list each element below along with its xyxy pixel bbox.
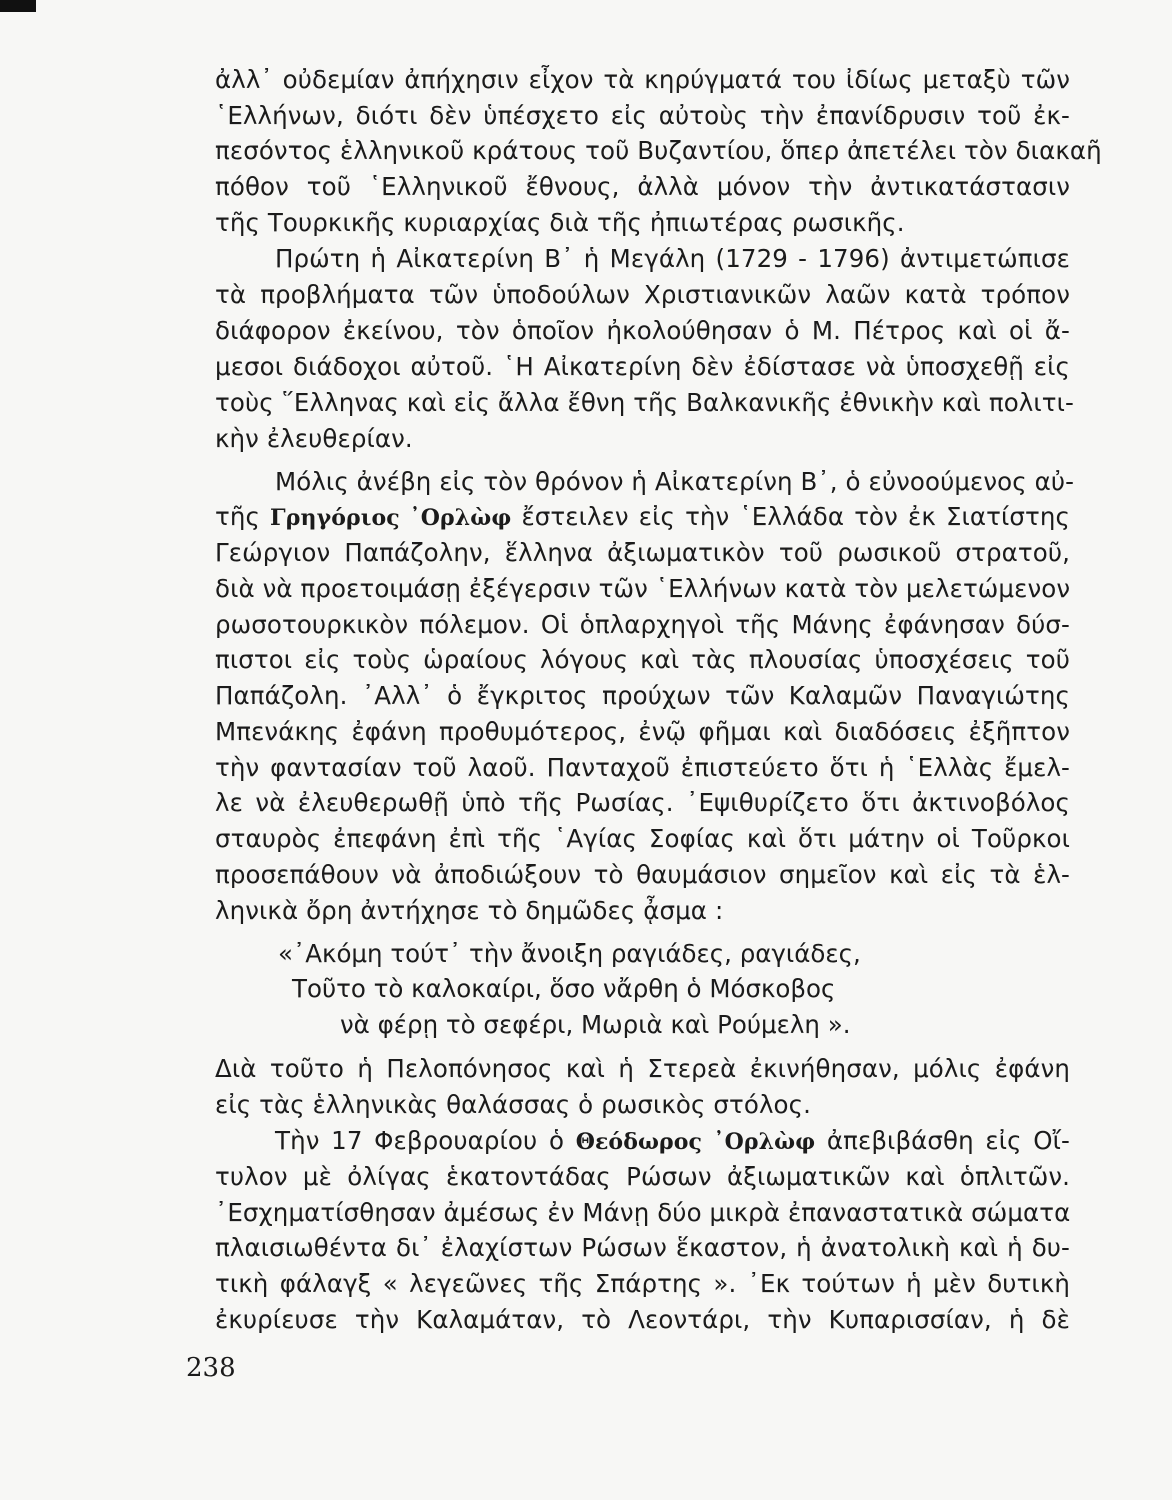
paragraph1-line-3: πεσόντος ἑλληνικοῦ κράτους τοῦ Βυζαντίου, ὅπερ ἀπετέλει τὸν διακαῆ: [215, 136, 1102, 165]
paragraph3-line2-start: τῆς: [215, 502, 260, 531]
paragraph3-line-9: τὴν φαντασίαν τοῦ λαοῦ. Πανταχοῦ ἐπιστεύετο ὅτι ἡ ῾Ελλὰς ἔμελ-: [215, 753, 1070, 782]
paragraph3-line2-end: ἔστειλεν εἰς τὴν ῾Ελλάδα τὸν ἐκ Σιατίστης: [521, 502, 1070, 531]
verse-line-3: νὰ φέρῃ τὸ σεφέρι, Μωριὰ καὶ Ρούμελη ».: [340, 1010, 851, 1039]
verse-line-1: «᾽Ακόμη τούτ᾽ τὴν ἄνοιξη ραγιάδες, ραγιάδες,: [278, 939, 861, 968]
paragraph3-line-2: [215, 500, 1070, 535]
paragraph1-line-2: ῾Ελλήνων, διότι δὲν ὑπέσχετο εἰς αὐτοὺς τὴν ἐπανίδρυσιν τοῦ ἐκ-: [215, 101, 1070, 130]
paragraph1-line-5: τῆς Τουρκικῆς κυριαρχίας διὰ τῆς ἠπιωτέρας ρωσικῆς.: [215, 208, 905, 237]
paragraph3-line-12: προσεπάθουν νὰ ἀποδιώξουν τὸ θαυμάσιον σημεῖον καὶ εἰς τὰ ἑλ-: [215, 860, 1070, 889]
paragraph3-line-8: Μπενάκης ἐφάνη προθυμότερος, ἐνῷ φῆμαι καὶ διαδόσεις ἐξῆπτον: [215, 717, 1070, 746]
paragraph3-line-13: ληνικὰ ὄρη ἀντήχησε τὸ δημῶδες ᾆσμα :: [215, 896, 724, 925]
paragraph3-line-7: Παπάζολη. ᾽Αλλ᾽ ὁ ἔγκριτος προύχων τῶν Καλαμῶν Παναγιώτης: [215, 681, 1070, 710]
paragraph3-line-1: Μόλις ἀνέβη εἰς τὸν θρόνον ἡ Αἰκατερίνη Β᾽, ὁ εὐνοούμενος αὐ-: [275, 467, 1075, 496]
paragraph2-line-3: διάφορον ἐκείνου, τὸν ὁποῖον ἠκολούθησαν ὁ Μ. Πέτρος καὶ οἱ ἄ-: [215, 316, 1070, 345]
paragraph1-line-4: πόθον τοῦ ῾Ελληνικοῦ ἔθνους, ἀλλὰ μόνον τὴν ἀντικατάστασιν: [215, 172, 1070, 201]
paragraph4-line-2: εἰς τὰς ἑλληνικὰς θαλάσσας ὁ ρωσικὸς στόλος.: [215, 1090, 812, 1119]
paragraph5-line-2: τυλον μὲ ὀλίγας ἑκατοντάδας Ρώσων ἀξιωματικῶν καὶ ὁπλιτῶν.: [215, 1162, 1070, 1191]
paragraph5-line-5: τικὴ φάλαγξ « λεγεῶνες τῆς Σπάρτης ». ᾽Εκ τούτων ἡ μὲν δυτικὴ: [215, 1269, 1070, 1298]
verse-line-2: Τοῦτο τὸ καλοκαίρι, ὅσο νἄρθη ὁ Μόσκοβος: [292, 974, 836, 1003]
paragraph3-line-4: διὰ νὰ προετοιμάσῃ ἐξέγερσιν τῶν ῾Ελλήνων κατὰ τὸν μελετώμενον: [215, 574, 1071, 603]
paragraph5-line-3: ᾽Εσχηματίσθησαν ἀμέσως ἐν Μάνῃ δύο μικρὰ ἐπαναστατικὰ σώματα: [215, 1198, 1071, 1227]
paragraph5-line-4: πλαισιωθέντα δι᾽ ἐλαχίστων Ρώσων ἕκαστον, ἡ ἀνατολικὴ καὶ ἡ δυ-: [215, 1233, 1070, 1262]
theodoros-orlov-name: Θεόδωρος ᾽Ορλὼφ: [575, 1129, 816, 1155]
paragraph3-line-11: σταυρὸς ἐπεφάνη ἐπὶ τῆς ῾Αγίας Σοφίας καὶ ὅτι μάτην οἱ Τοῦρκοι: [215, 824, 1070, 853]
paragraph2-line-1: Πρώτη ἡ Αἰκατερίνη Β᾽ ἡ Μεγάλη (1729 - 1796) ἀντιμετώπισε: [275, 244, 1070, 273]
paragraph5-line-1: [275, 1124, 1070, 1159]
page-number: 238: [186, 1353, 236, 1383]
paragraph3-line-5: ρωσοτουρκικὸν πόλεμον. Οἱ ὁπλαρχηγοὶ τῆς Μάνης ἐφάνησαν δύσ-: [215, 610, 1070, 639]
paragraph3-line-3: Γεώργιον Παπάζολην, ἕλληνα ἀξιωματικὸν τοῦ ρωσικοῦ στρατοῦ,: [215, 538, 1070, 567]
paragraph4-line-1: Διὰ τοῦτο ἡ Πελοπόνησος καὶ ἡ Στερεὰ ἐκινήθησαν, μόλις ἐφάνη: [215, 1054, 1070, 1083]
paragraph1-line-1: ἀλλ᾽ οὐδεμίαν ἀπήχησιν εἶχον τὰ κηρύγματά του ἰδίως μεταξὺ τῶν: [215, 65, 1070, 94]
paragraph5-line-6: ἐκυρίευσε τὴν Καλαμάταν, τὸ Λεοντάρι, τὴν Κυπαρισσίαν, ἡ δὲ: [215, 1305, 1070, 1334]
paragraph3-line-10: λε νὰ ἐλευθερωθῇ ὑπὸ τῆς Ρωσίας. ᾽Εψιθυρίζετο ὅτι ἀκτινοβόλος: [215, 788, 1070, 817]
paragraph2-line-4: μεσοι διάδοχοι αὐτοῦ. ῾Η Αἰκατερίνη δὲν ἐδίστασε νὰ ὑποσχεθῇ εἰς: [215, 352, 1070, 381]
paragraph2-line-5: τοὺς ῞Ελληνας καὶ εἰς ἄλλα ἔθνη τῆς Βαλκανικῆς ἐθνικὴν καὶ πολιτι-: [215, 388, 1074, 417]
paragraph5-line1-end: ἀπεβιβάσθη εἰς Οἴ-: [826, 1126, 1071, 1155]
paragraph2-line-2: τὰ προβλήματα τῶν ὑποδούλων Χριστιανικῶν λαῶν κατὰ τρόπον: [215, 280, 1070, 309]
grigorios-orlov-name: Γρηγόριος ᾽Ορλὼφ: [270, 505, 512, 531]
paragraph5-line1-start: Τὴν 17 Φεβρουαρίου ὁ: [275, 1126, 565, 1155]
paragraph2-line-6: κὴν ἐλευθερίαν.: [215, 424, 413, 453]
paragraph3-line-6: πιστοι εἰς τοὺς ὡραίους λόγους καὶ τὰς πλουσίας ὑποσχέσεις τοῦ: [215, 645, 1070, 674]
